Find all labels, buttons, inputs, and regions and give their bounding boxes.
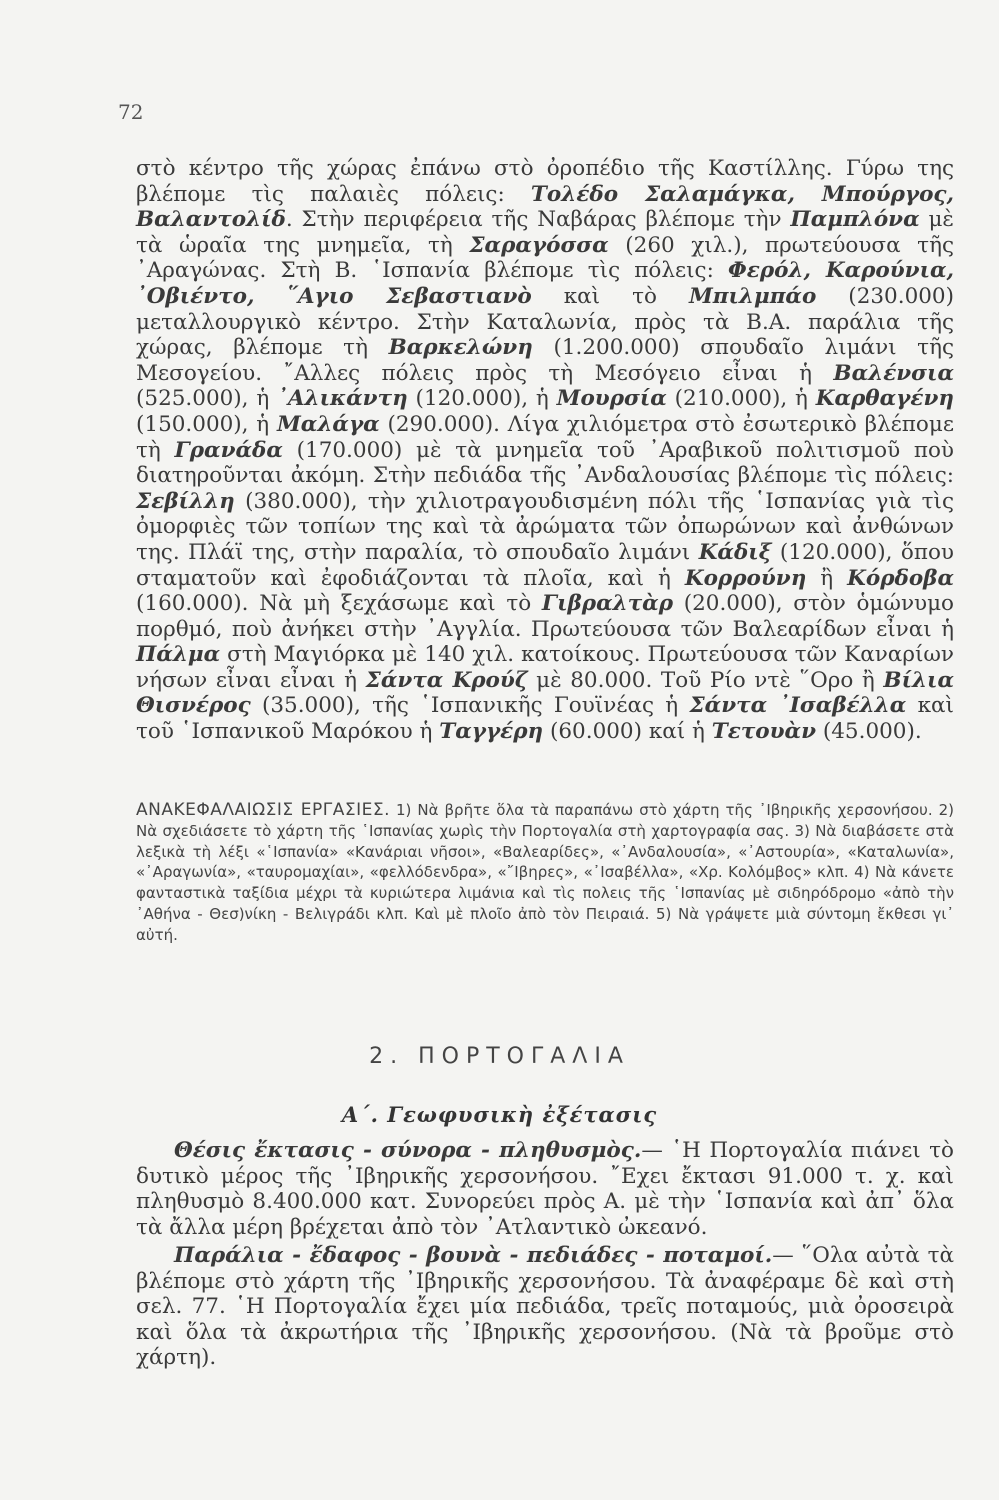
emphasized-name: Βίλια Θισνέρος [136,667,955,719]
emphasized-name: Πάλμα [136,642,221,668]
text-run: καὶ τὸ [531,283,689,309]
text-run: (120.000), ὅπου σταματοῦν καὶ ἐφοδιάζονται τὰ πλοῖα, καὶ ἡ [136,539,954,591]
emphasized-name: Γιβραλτὰρ [541,591,674,617]
paragraph-spain-cities [136,156,954,745]
emphasized-name: Τετουὰν [711,719,817,745]
summary-text: 1) Νὰ βρῆτε ὅλα τὰ παραπάνω στὸ χάρτη τῆς ᾿Ιβηρικῆς χερσονήσου. 2) Νὰ σχεδιάσετε τὸ χάρτη τῆς ῾Ισπανίας χωρὶς τὴν Πορτογαλία στὴ χαρτογραφία σας. 3) Νὰ διαβάσετε στὰ λεξικὰ τὴ λέξι «῾Ισπανία» «Κανάριαι νῆσοι», «Βαλεαρίδες», «᾿Ανδαλουσία», «᾿Αστουρία», «Καταλωνία», «᾿Αραγωνία», «ταυρομαχίαι», «φελλόδενδρα», «῎Ιβηρες», «᾿Ισαβέλλα», «Χρ. Κολόμβος» κλπ. 4) Νὰ κάνετε φανταστικὰ ταξίδια μέχρι τὰ κυριώτερα λιμάνια καὶ τὶς πολεις τῆς ῾Ισπανίας μὲ σιδηρόδρομο «ἀπὸ τὴν ᾿Αθήνα - Θεσ)νίκη - Βελιγράδι κλπ. Καὶ μὲ πλοῖο ἀπὸ τὸν Πειραιά. 5) Νὰ γράψετε μιὰ σύντομη ἔκθεσι γι᾿ αὐτή. [136,801,954,944]
emphasized-name: Βαρκελώνη [388,335,533,361]
text-run: (160.000). Νὰ μὴ ξεχάσωμε καὶ τὸ [136,591,542,617]
emphasized-name: Κόρδοβα [847,565,954,591]
text-run: μὲ τὰ ὡραῖα της μνημεῖα, τὴ [136,207,954,258]
text-run: (170.000) μὲ τὰ μνημεῖα τοῦ ᾿Αραβικοῦ πολιτισμοῦ ποὺ διατηροῦνται ἀκόμη. Στὴν πεδιάδα τῆς ᾿Ανδαλουσίας βλέπομε τὶς πόλεις: [136,437,954,489]
emphasized-name: Ταγγέρη [439,719,544,745]
page-number: 72 [118,100,144,124]
text-run: — ῾Η Πορτογαλία πιάνει τὸ δυτικὸ μέρος τῆς ᾿Ιβηρικῆς χερσονήσου. ῎Εχει ἔκτασι 91.000 τ. χ. καὶ πληθυσμὸ 8.400.000 κατ. Συνορεύει πρὸς Α. μὲ τὴν ῾Ισπανία καὶ ἀπ᾿ ὅλα τὰ ἄλλα μέρη βρέχεται ἀπὸ τὸν ᾿Ατλαντικὸ ὠκεανό. [136,1138,954,1240]
emphasized-name: Θέσις ἔκτασις - σύνορα - πληθυσμὸς. [174,1138,642,1163]
emphasized-name: Βαλένσια [833,360,954,386]
emphasized-name: Παμπλόνα [790,207,920,233]
emphasized-name: Σάντα ᾿Ισαβέλλα [689,693,907,719]
emphasized-name: Μπιλμπάο [688,283,817,309]
text-run: (230.000) μεταλλουργικὸ κέντρο. Στὴν Καταλωνία, πρὸς τὰ Β.Α. παράλια τῆς χώρας, βλέπομε τὴ [136,283,954,361]
emphasized-name: Σαραγόσσα [469,232,609,258]
paragraph-coasts-rivers [136,1243,954,1371]
emphasized-name: Φερόλ, Καρούνια, ᾿Οβιέντο, ῞Αγιο Σεβαστιανὸ [136,258,954,309]
text-run: (20.000), στὸν ὁμώνυμο πορθμό, ποὺ ἀνήκει στὴν ᾿Αγγλία. Πρωτεύουσα τῶν Βαλεαρίδων εἶναι ἡ [136,591,954,642]
section-title: 2. ΠΟΡΤΟΓΑΛΙΑ [369,1044,630,1069]
emphasized-name: Παράλια - ἔδαφος - βουνὰ - πεδιάδες - ποταμοί. [174,1243,773,1268]
summary-exercises [136,800,954,946]
text-run: καὶ τοῦ ῾Ισπανικοῦ Μαρόκου ἡ [136,693,954,745]
emphasized-name: Σεβίλλη [136,488,235,514]
text-run: (260 χιλ.), πρωτεύουσα τῆς ᾿Αραγώνας. Στὴ Β. ῾Ισπανία βλέπομε τὶς πόλεις: [136,232,954,284]
emphasized-name: Μουρσία [556,386,667,412]
text-run: μὲ 80.000. Τοῦ Ρίο ντὲ ῞Ορο ἢ [527,667,884,693]
text-run: (290.000). Λίγα χιλιόμετρα στὸ ἐσωτερικὸ βλέπομε τὴ [136,411,954,463]
text-run: (210.000), ἡ [666,386,816,412]
emphasized-name: Τολέδο Σαλαμάγκα, Μπούργος, Βαλαντολίδ [136,181,954,233]
text-run: (1.200.000) σπουδαῖο λιμάνι τῆς Μεσογείου. ῎Αλλες πόλεις πρὸς τὴ Μεσόγειο εἶναι ἡ [136,335,954,386]
emphasized-name: Σάντα Κρούζ [365,667,528,693]
text-run: (525.000), ἡ [136,386,278,412]
text-run: στὴ Μαγιόρκα μὲ 140 χιλ. κατοίκους. Πρωτεύουσα τῶν Καναρίων νήσων εἶναι εἶναι ἡ [136,642,954,693]
emphasized-name: Καρθαγένη [815,386,954,412]
text-run: (35.000), τῆς ῾Ισπανικῆς Γουϊνέας ἡ [250,693,690,719]
text-run: (120.000), ἡ [407,386,557,412]
text-run: — ῞Ολα αὐτὰ τὰ βλέπομε στὸ χάρτη τῆς ᾿Ιβηρικῆς χερσονήσου. Τὰ ἀναφέραμε δὲ καὶ στὴ σελ. 77. ῾Η Πορτογαλία ἔχει μία πεδιάδα, τρεῖς ποταμούς, μιὰ ὀροσειρὰ καὶ ὅλα τὰ ἀκρωτήρια τῆς ᾿Ιβηρικῆς χερσονήσου. (Νὰ τὰ βροῦμε στὸ χάρτη). [136,1243,954,1371]
summary-heading: ΑΝΑΚΕΦΑΛΑΙΩΣΙΣ ΕΡΓΑΣΙΕΣ. [136,800,390,820]
subsection-title: Α΄. Γεωφυσικὴ ἐξέτασις [341,1102,658,1127]
emphasized-name: ᾿Αλικάντη [277,386,408,412]
text-run: . Στὴν περιφέρεια τῆς Ναβάρας βλέπομε τὴν [285,207,791,233]
text-run: στὸ κέντρο τῆς χώρας ἐπάνω στὸ ὀροπέδιο τῆς Καστίλλης. Γύρω της βλέπομε τὶς παλαιὲς πόλεις: [136,156,954,207]
text-run: ἢ [806,565,848,591]
emphasized-name: Γρανάδα [174,437,283,463]
emphasized-name: Κάδιξ [698,539,772,565]
text-run: (60.000) καί ἡ [543,719,712,745]
text-run: (380.000), τὴν χιλιοτραγουδισμένη πόλι τῆς ῾Ισπανίας γιὰ τὶς ὀμορφιὲς τῶν τοπίων της καὶ τὰ ἀρώματα τῶν ὀπωρώνων καὶ ἀνθώνων της. Πλάϊ της, στὴν παραλία, τὸ σπουδαῖο λιμάνι [136,488,954,565]
emphasized-name: Κορρούνη [684,565,807,591]
emphasized-name: Μαλάγα [276,411,380,437]
text-run: (45.000). [816,719,922,745]
paragraph-position-area [136,1138,954,1240]
text-run: (150.000), ἡ [136,411,277,437]
